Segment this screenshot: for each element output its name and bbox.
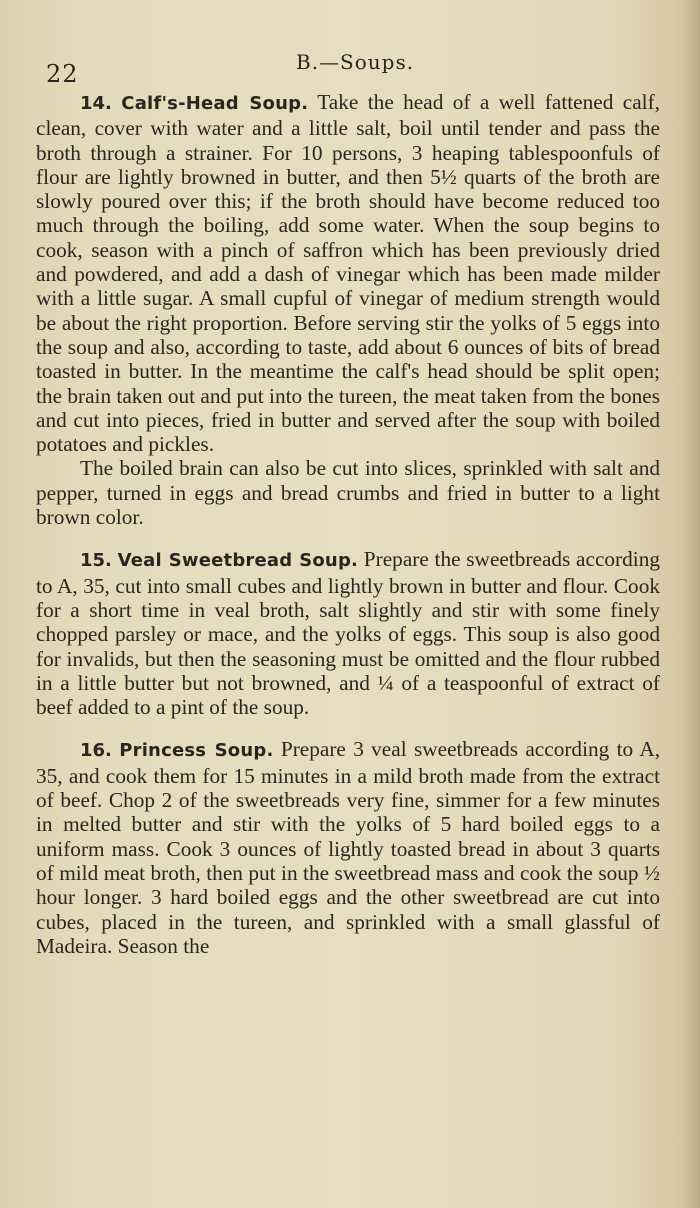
page-edge-shadow bbox=[682, 0, 700, 1208]
page-number: 22 bbox=[46, 60, 79, 88]
page-body bbox=[36, 90, 660, 976]
recipe-title: Princess Soup. bbox=[119, 740, 274, 762]
running-head bbox=[46, 48, 656, 88]
recipe-title: Calf's-Head Soup. bbox=[121, 93, 309, 114]
recipe-title: Veal Sweetbread Soup. bbox=[117, 550, 359, 572]
section-header: B.—Soups. bbox=[296, 50, 415, 74]
recipe-text: Prepare 3 veal sweetbreads according to A, 35, and cook them for 15 minutes in a mild broth made from the extract of beef. Chop 2 of the sweetbreads very fine, simmer for a few minutes in melted butter and stir with the yolks of 5 hard boiled eggs to a uniform mass. Cook 3 ounces of lightly toasted bread in about 3 quarts of mild meat broth, then put in the sweetbread mass and cook the soup ½ hour longer. 3 hard boiled eggs and the other sweetbread are cut into cubes, placed in the tureen, and sprinkled with a small glassful of Madeira. Season the bbox=[36, 737, 661, 958]
recipe-text: Take the head of a well fattened calf, clean, cover with water and a little salt, boil until tender and pass the broth through a strainer. For 10 persons, 3 heaping tablespoonfuls of flour are lightly browned in butter, and then 5½ quarts of the broth are slowly poured over this; if the broth should have become reduced too much through the boiling, add some water. When the soup begins to cook, season with a pinch of saffron which has been previously dried and powdered, and add a dash of vinegar which has been made milder with a little sugar. A small cupful of vinegar of medium strength would be about the right proportion. Before serving stir the yolks of 5 eggs into the soup and also, according to taste, add about 6 ounces of bits of bread toasted in butter. In the meantime the calf's head should be split open; the brain taken out and put into the tureen, the meat taken from the bones and cut into pieces, fried in butter and served after the soup with boiled potatoes and pickles. bbox=[36, 90, 661, 457]
recipe-16 bbox=[36, 737, 660, 958]
recipe-number: 14. bbox=[80, 93, 112, 114]
recipe-15 bbox=[36, 547, 660, 719]
recipe-number: 15. bbox=[80, 550, 112, 572]
recipe-text: The boiled brain can also be cut into slices, sprinkled with salt and pepper, turned in eggs and bread crumbs and fried in butter to a light brown color. bbox=[36, 456, 660, 530]
recipe-14-paragraph-2 bbox=[36, 456, 660, 529]
recipe-number: 16. bbox=[80, 740, 112, 762]
recipe-text: Prepare the sweetbreads according to A, 35, cut into small cubes and lightly brown in butter and flour. Cook for a short time in veal broth, salt slightly and stir with some finely chopped parsley or mace, and the yolks of eggs. This soup is also good for invalids, but then the seasoning must be omitted and the flour rubbed in a little butter but not browned, and ¼ of a teaspoonful of extract of beef added to a pint of the soup. bbox=[36, 547, 661, 720]
recipe-14 bbox=[36, 90, 660, 456]
